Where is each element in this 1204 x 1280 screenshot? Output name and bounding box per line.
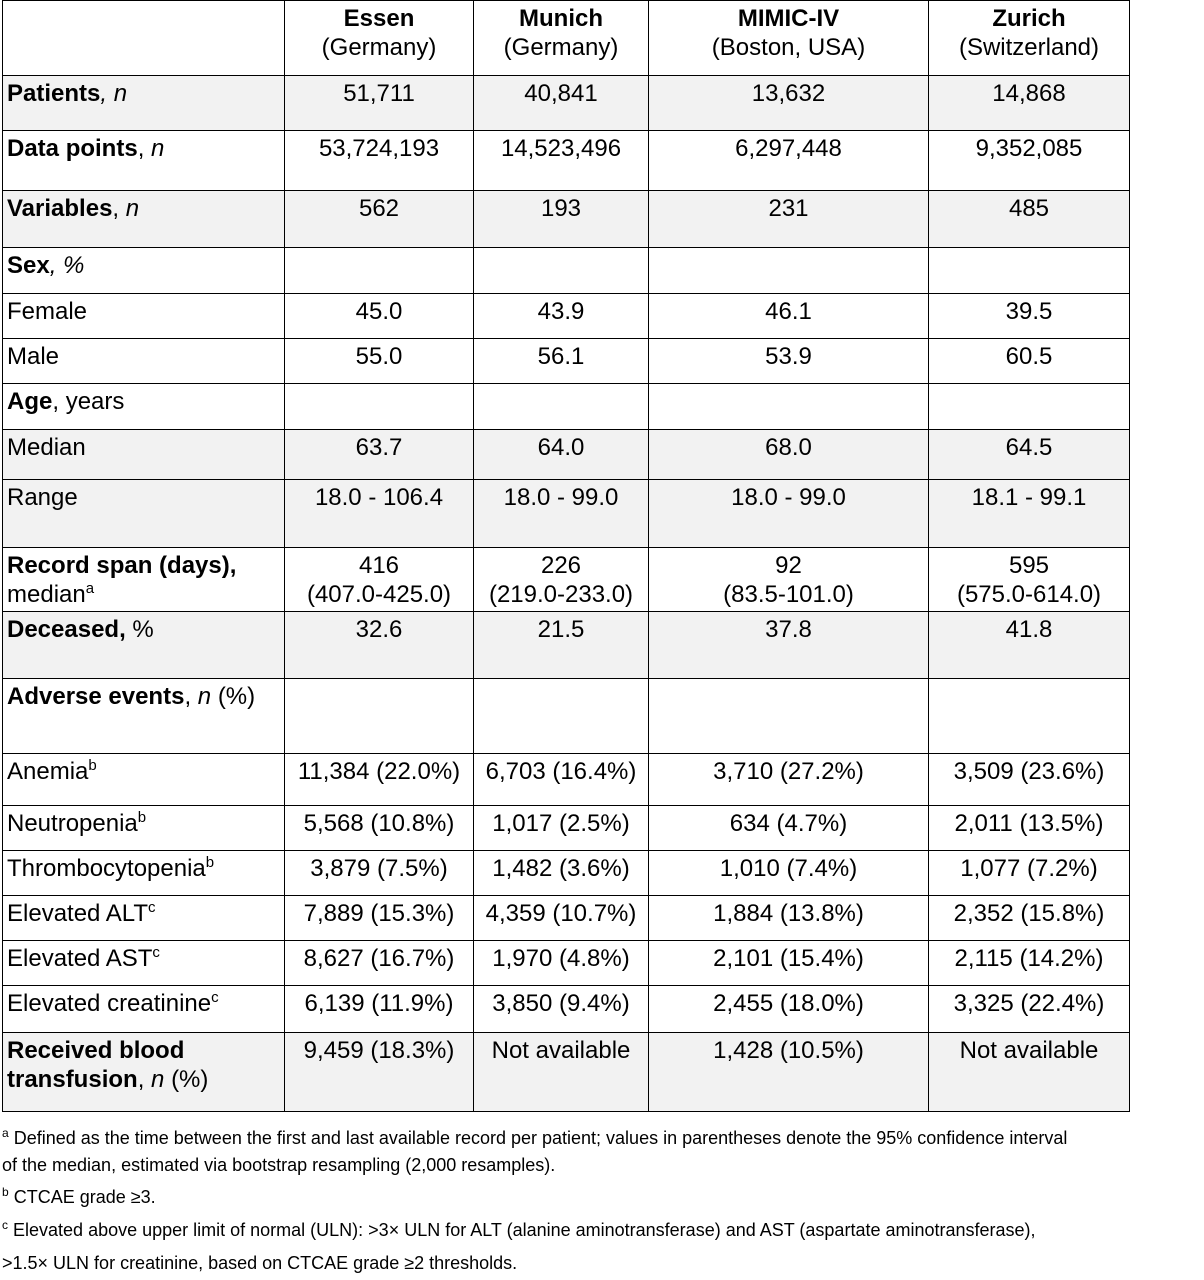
cell-essen (285, 384, 474, 430)
row-label: Sex, % (3, 248, 285, 294)
footnote-a-line1: $^a$ Defined as the time between the first and last available record per patient; values in parentheses denote the 95% confidence interval (2, 1126, 1068, 1148)
table-row-age (3, 384, 1130, 430)
cell-zurich: 18.1 - 99.1 (929, 480, 1130, 548)
row-label: Male (3, 339, 285, 384)
cell-zurich: Not available (929, 1033, 1130, 1112)
row-label: Median (3, 430, 285, 480)
table-row-datapoints (3, 131, 1130, 191)
cell-zurich: 60.5 (929, 339, 1130, 384)
footnote-b: $^b$ CTCAE grade ≥3. (2, 1185, 156, 1207)
cell-essen: 63.7 (285, 430, 474, 480)
cell-munich (474, 384, 649, 430)
table-row-elevated-ast (3, 941, 1130, 986)
row-label: Neutropenia$^b$ (3, 806, 285, 851)
cell-zurich: 485 (929, 191, 1130, 248)
row-label: Record span (days), median$^a$ (3, 548, 285, 612)
cell-munich: 6,703 (16.4%) (474, 754, 649, 806)
cell-zurich: 3,509 (23.6%) (929, 754, 1130, 806)
cell-mimic: 68.0 (649, 430, 929, 480)
cell-zurich: 9,352,085 (929, 131, 1130, 191)
row-label: Patients, n (3, 76, 285, 131)
cell-mimic: 18.0 - 99.0 (649, 480, 929, 548)
header-munich: Munich (Germany) (474, 1, 649, 76)
table-row-elevated-creatinine (3, 986, 1130, 1033)
cell-mimic: 37.8 (649, 612, 929, 679)
cohort-characteristics-table (2, 0, 1130, 1112)
cell-essen: 8,627 (16.7%) (285, 941, 474, 986)
cell-munich: 18.0 - 99.0 (474, 480, 649, 548)
row-label: Female (3, 294, 285, 339)
cell-mimic: 6,297,448 (649, 131, 929, 191)
table-row-transfusion (3, 1033, 1130, 1112)
table-row-adverse-events (3, 679, 1130, 754)
cell-zurich: 2,352 (15.8%) (929, 896, 1130, 941)
cell-zurich: 1,077 (7.2%) (929, 851, 1130, 896)
cell-munich: 3,850 (9.4%) (474, 986, 649, 1033)
cell-mimic: 13,632 (649, 76, 929, 131)
cell-mimic: 1,010 (7.4%) (649, 851, 929, 896)
cell-mimic: 231 (649, 191, 929, 248)
cell-munich: 1,017 (2.5%) (474, 806, 649, 851)
cell-essen (285, 248, 474, 294)
cell-essen: 9,459 (18.3%) (285, 1033, 474, 1112)
cell-essen: 562 (285, 191, 474, 248)
cell-mimic: 46.1 (649, 294, 929, 339)
cell-mimic (649, 679, 929, 754)
table-row-range (3, 480, 1130, 548)
cell-zurich (929, 384, 1130, 430)
table-row-anemia (3, 754, 1130, 806)
row-label: Data points, n (3, 131, 285, 191)
cell-zurich: 64.5 (929, 430, 1130, 480)
cell-munich (474, 248, 649, 294)
cell-munich: 1,482 (3.6%) (474, 851, 649, 896)
cell-essen: 3,879 (7.5%) (285, 851, 474, 896)
table-row-record-span (3, 548, 1130, 612)
cell-munich: 193 (474, 191, 649, 248)
cell-essen: 53,724,193 (285, 131, 474, 191)
cell-munich: 64.0 (474, 430, 649, 480)
cell-mimic: 92 (83.5-101.0) (649, 548, 929, 612)
cell-mimic: 2,455 (18.0%) (649, 986, 929, 1033)
cell-zurich: 595 (575.0-614.0) (929, 548, 1130, 612)
table-row-sex (3, 248, 1130, 294)
row-label: Range (3, 480, 285, 548)
table-row-median (3, 430, 1130, 480)
cell-zurich: 2,115 (14.2%) (929, 941, 1130, 986)
cell-zurich: 14,868 (929, 76, 1130, 131)
cell-essen (285, 679, 474, 754)
table-row-variables (3, 191, 1130, 248)
cell-munich: 43.9 (474, 294, 649, 339)
row-label: Variables, n (3, 191, 285, 248)
table-row-female (3, 294, 1130, 339)
row-label: Received blood transfusion, n (%) (3, 1033, 285, 1112)
table-row-neutropenia (3, 806, 1130, 851)
table-row-elevated-alt (3, 896, 1130, 941)
cell-zurich: 41.8 (929, 612, 1130, 679)
cell-essen: 7,889 (15.3%) (285, 896, 474, 941)
cell-mimic (649, 248, 929, 294)
row-label: Deceased, % (3, 612, 285, 679)
cell-essen: 5,568 (10.8%) (285, 806, 474, 851)
table-header-row (3, 1, 1130, 76)
cell-zurich: 39.5 (929, 294, 1130, 339)
cell-mimic: 3,710 (27.2%) (649, 754, 929, 806)
cell-zurich (929, 679, 1130, 754)
cell-mimic: 2,101 (15.4%) (649, 941, 929, 986)
cell-munich: Not available (474, 1033, 649, 1112)
cell-zurich (929, 248, 1130, 294)
footnote-c-line1: $^c$ Elevated above upper limit of normal (ULN): >3× ULN for ALT (alanine aminotransferase) and AST (aspartate aminotransferase), (2, 1218, 1036, 1240)
cell-munich: 40,841 (474, 76, 649, 131)
cell-essen: 45.0 (285, 294, 474, 339)
table-row-patients (3, 76, 1130, 131)
cell-mimic: 634 (4.7%) (649, 806, 929, 851)
cell-zurich: 3,325 (22.4%) (929, 986, 1130, 1033)
cell-essen: 32.6 (285, 612, 474, 679)
cell-munich: 1,970 (4.8%) (474, 941, 649, 986)
header-zurich: Zurich (Switzerland) (929, 1, 1130, 76)
table-row-male (3, 339, 1130, 384)
row-label: Elevated creatinine$^c$ (3, 986, 285, 1033)
cell-mimic: 1,428 (10.5%) (649, 1033, 929, 1112)
header-mimic: MIMIC-IV (Boston, USA) (649, 1, 929, 76)
cell-munich: 4,359 (10.7%) (474, 896, 649, 941)
cell-essen: 55.0 (285, 339, 474, 384)
cell-essen: 11,384 (22.0%) (285, 754, 474, 806)
header-essen: Essen (Germany) (285, 1, 474, 76)
cell-zurich: 2,011 (13.5%) (929, 806, 1130, 851)
cell-munich: 21.5 (474, 612, 649, 679)
cell-mimic: 53.9 (649, 339, 929, 384)
row-label: Anemia$^b$ (3, 754, 285, 806)
cell-essen: 6,139 (11.9%) (285, 986, 474, 1033)
row-label: Adverse events, n (%) (3, 679, 285, 754)
cell-munich: 56.1 (474, 339, 649, 384)
header-empty-cell (3, 1, 285, 76)
cell-munich: 14,523,496 (474, 131, 649, 191)
cell-essen: 18.0 - 106.4 (285, 480, 474, 548)
cell-mimic: 1,884 (13.8%) (649, 896, 929, 941)
cell-mimic (649, 384, 929, 430)
table-row-thrombocytopenia (3, 851, 1130, 896)
footnote-c-line2: >1.5× ULN for creatinine, based on CTCAE grade ≥2 thresholds. (2, 1253, 518, 1273)
row-label: Thrombocytopenia$^b$ (3, 851, 285, 896)
cell-essen: 51,711 (285, 76, 474, 131)
footnote-a-line2: of the median, estimated via bootstrap resampling (2,000 resamples). (2, 1155, 556, 1175)
cell-munich (474, 679, 649, 754)
cell-essen: 416 (407.0-425.0) (285, 548, 474, 612)
row-label: Elevated AST$^c$ (3, 941, 285, 986)
row-label: Age, years (3, 384, 285, 430)
row-label: Elevated ALT$^c$ (3, 896, 285, 941)
cell-munich: 226 (219.0-233.0) (474, 548, 649, 612)
table-row-deceased (3, 612, 1130, 679)
